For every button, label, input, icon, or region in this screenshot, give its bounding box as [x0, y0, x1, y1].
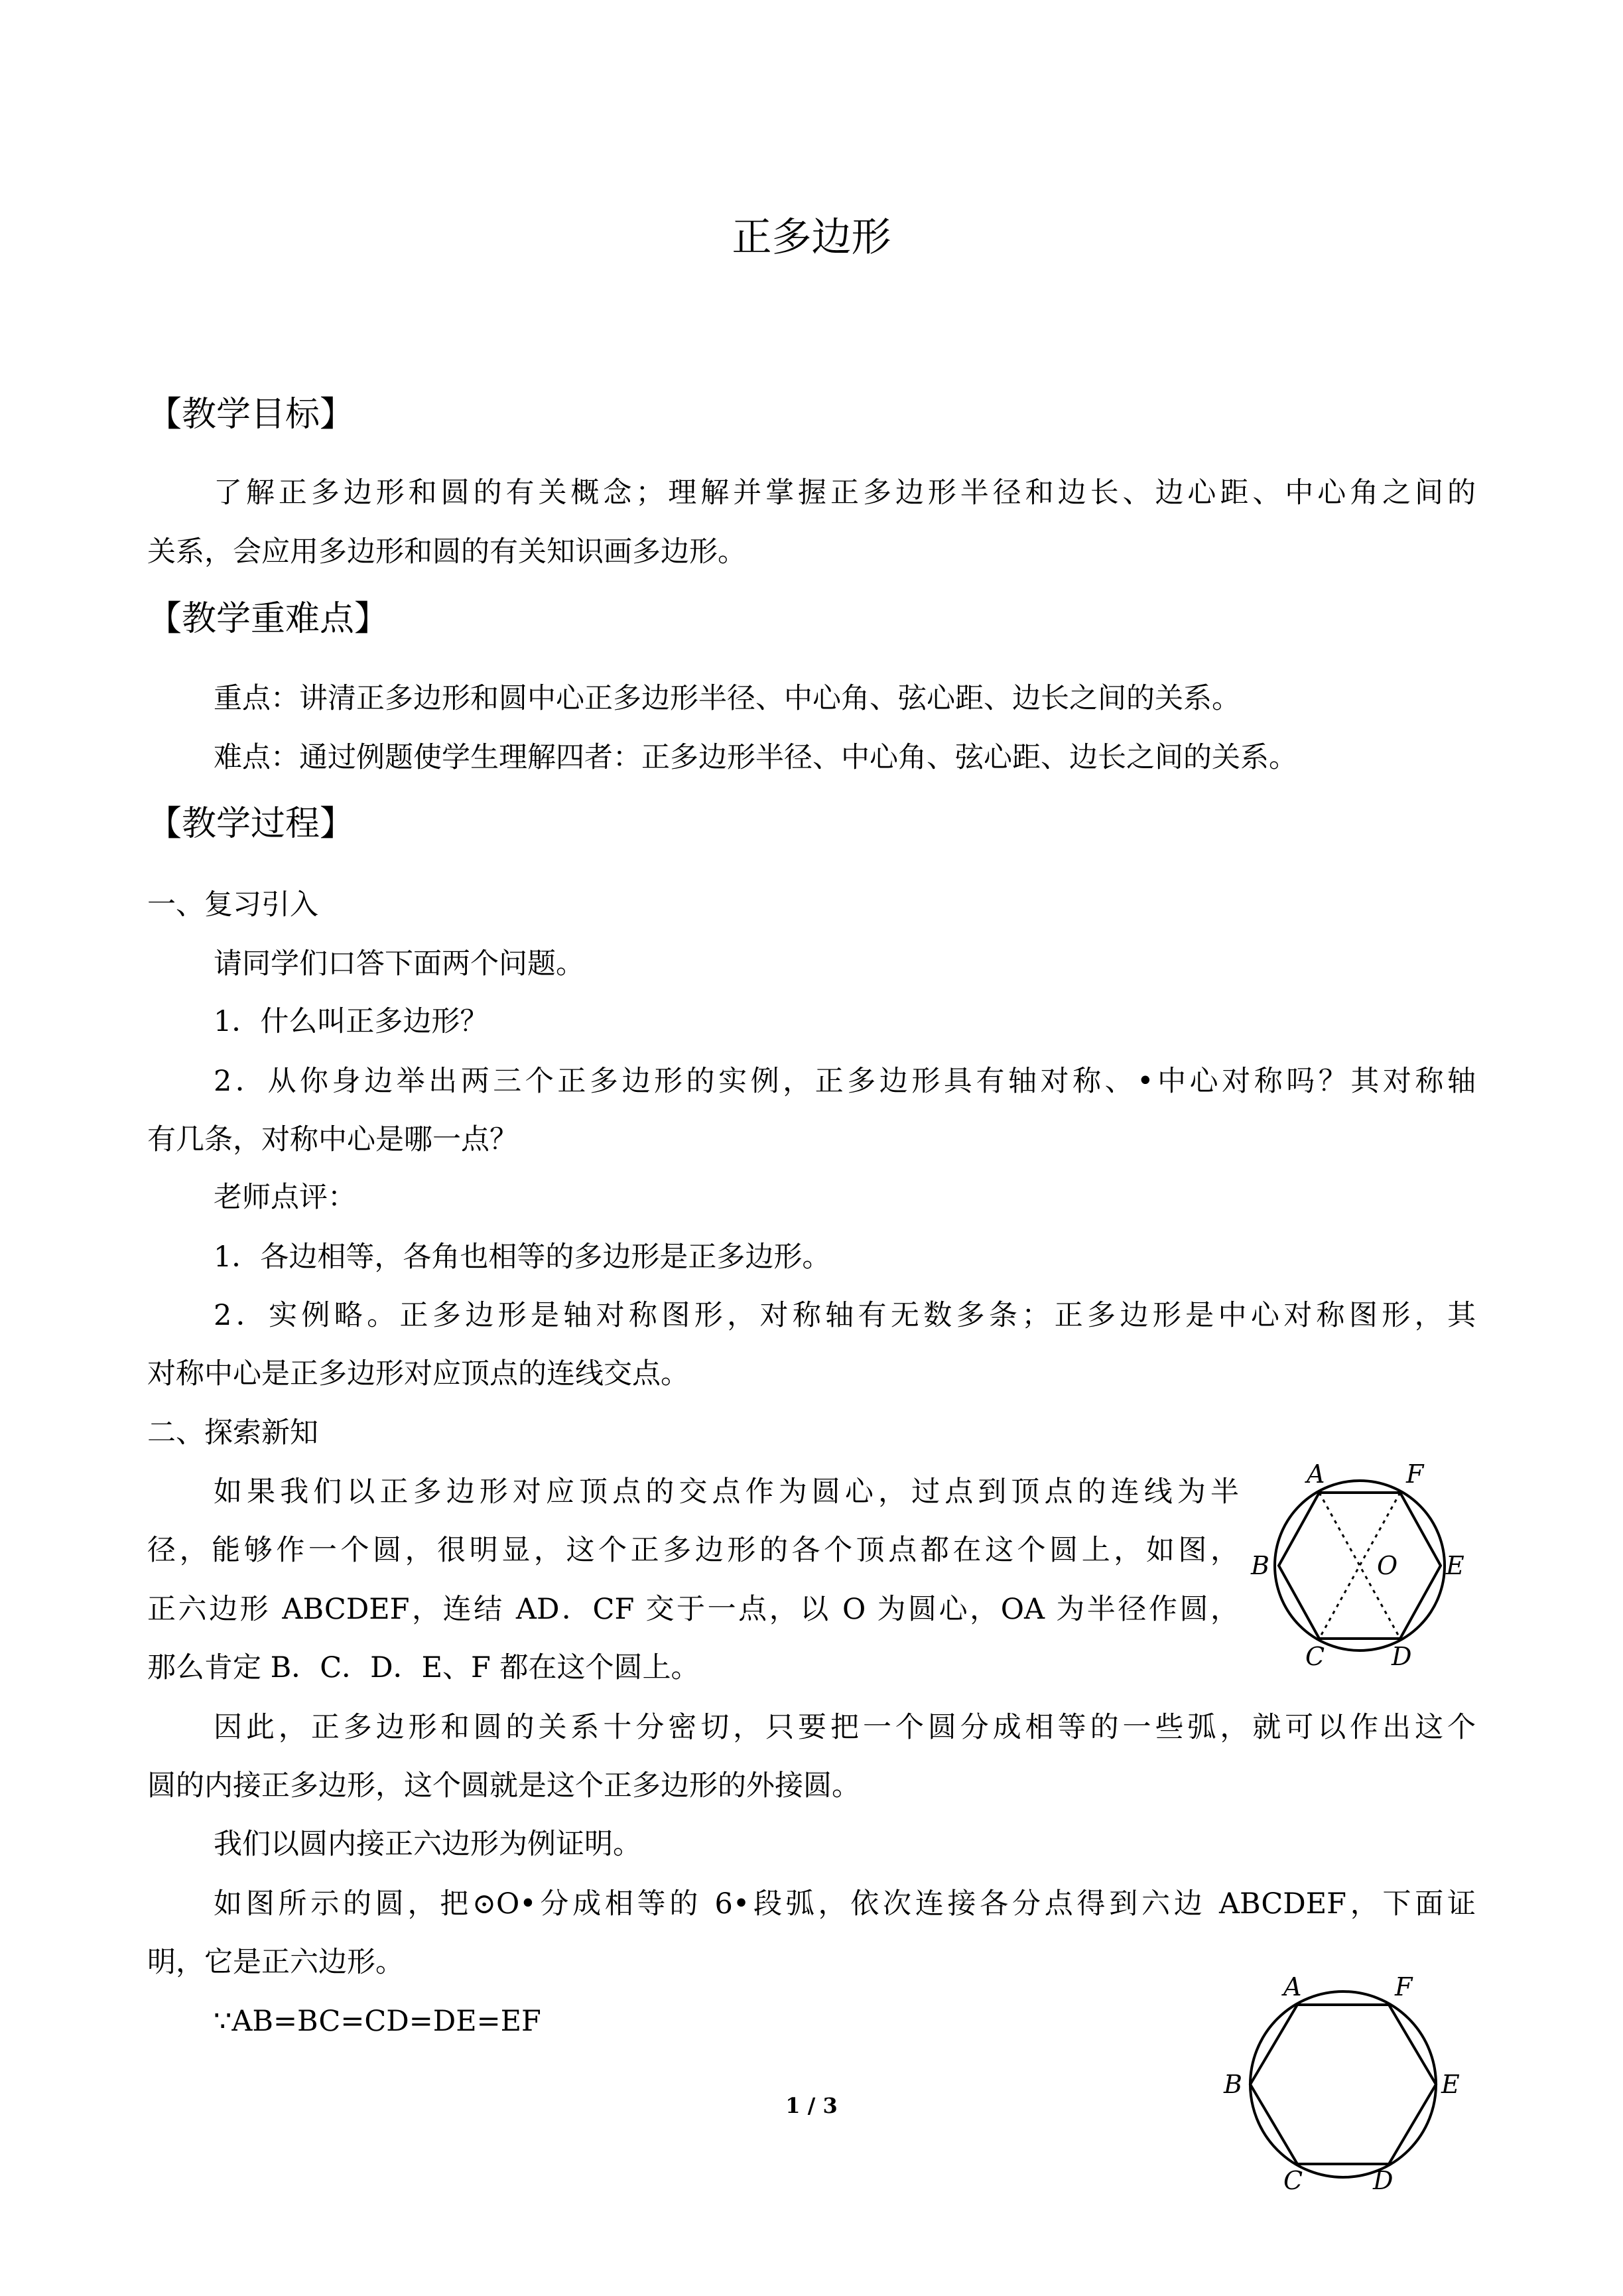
answer-1: 1．各边相等，各角也相等的多边形是正多边形。: [214, 1241, 831, 1274]
center-label-o: O: [1377, 1551, 1398, 1580]
part2-p2-line-2: 圆的内接正多边形，这个圆就是这个正多边形的外接圆。: [147, 1769, 860, 1802]
goals-line-2: 关系，会应用多边形和圆的有关知识画多边形。: [147, 535, 746, 569]
vertex-label-b: B: [1251, 1551, 1269, 1580]
hexagon-abcdef: [1279, 1493, 1441, 1639]
vertex-label-a: A: [1283, 1972, 1302, 2001]
teacher-comment-label: 老师点评：: [214, 1181, 356, 1214]
part2-p1-line-1: 如果我们以正多边形对应顶点的交点作为圆心，过点到顶点的连线为半: [214, 1475, 1239, 1509]
part2-p3: 我们以圆内接正六边形为例证明。: [214, 1828, 641, 1861]
vertex-label-d: D: [1392, 1642, 1412, 1671]
hexagon-abcdef: [1250, 2005, 1436, 2164]
vertex-label-f: F: [1406, 1459, 1424, 1489]
part2-p1-line-4: 那么肯定 B．C．D．E、F 都在这个圆上。: [147, 1651, 700, 1684]
key-point-difficulty: 难点：通过例题使学生理解四者：正多边形半径、中心角、弦心距、边长之间的关系。: [214, 741, 1297, 774]
vertex-label-c: C: [1283, 2166, 1303, 2195]
circumscribed-circle: [1250, 1992, 1436, 2177]
part2-p4-line-2: 明，它是正六边形。: [147, 1946, 404, 1979]
part2-p1-line-2: 径，能够作一个圆，很明显，这个正多边形的各个顶点都在这个圆上，如图，: [147, 1534, 1239, 1567]
vertex-label-b: B: [1224, 2070, 1242, 2099]
goals-line-1: 了解正多边形和圆的有关概念；理解并掌握正多边形半径和边长、边心距、中心角之间的: [214, 476, 1476, 509]
vertex-label-c: C: [1305, 1642, 1325, 1671]
section-heading-goals: 【教学目标】: [147, 395, 355, 435]
section-heading-process: 【教学过程】: [147, 804, 355, 844]
key-point-focus: 重点：讲清正多边形和圆中心正多边形半径、中心角、弦心距、边长之间的关系。: [214, 682, 1240, 715]
figure-hexagon-with-diagonals: [1247, 1446, 1472, 1672]
part2-p5: ∵AB=BC=CD=DE=EF: [214, 2005, 541, 2038]
part2-p2-line-1: 因此，正多边形和圆的关系十分密切，只要把一个圆分成相等的一些弧，就可以作出这个: [214, 1711, 1476, 1744]
question-1: 1．什么叫正多边形？: [214, 1005, 489, 1038]
question-2-line-1: 2．从你身边举出两三个正多边形的实例，正多边形具有轴对称、•中心对称吗？其对称轴: [214, 1065, 1476, 1098]
vertex-label-e: E: [1441, 2070, 1460, 2099]
part2-p4-line-1: 如图所示的圆，把⊙O•分成相等的 6•段弧，依次连接各分点得到六边 ABCDEF，下面证: [214, 1887, 1476, 1921]
page-number: 1 / 3: [785, 2093, 838, 2118]
page-title: 正多边形: [732, 214, 891, 261]
vertex-label-a: A: [1307, 1459, 1325, 1489]
vertex-label-f: F: [1395, 1972, 1413, 2001]
part2-p1-line-3: 正六边形 ABCDEF，连结 AD．CF 交于一点，以 O 为圆心，OA 为半径作圆，: [147, 1593, 1239, 1626]
part2-heading: 二、探索新知: [147, 1416, 318, 1450]
part1-intro: 请同学们口答下面两个问题。: [214, 947, 584, 980]
circumscribed-circle: [1275, 1481, 1445, 1651]
answer-2-line-1: 2．实例略。正多边形是轴对称图形，对称轴有无数多条；正多边形是中心对称图形，其: [214, 1299, 1476, 1332]
figure-inscribed-hexagon: [1224, 1957, 1462, 2196]
answer-2-line-2: 对称中心是正多边形对应顶点的连线交点。: [147, 1357, 689, 1390]
section-heading-key-points: 【教学重难点】: [147, 599, 389, 639]
vertex-label-d: D: [1373, 2166, 1394, 2195]
part1-heading: 一、复习引入: [147, 888, 318, 921]
vertex-label-e: E: [1446, 1551, 1464, 1580]
question-2-line-2: 有几条，对称中心是哪一点？: [147, 1123, 518, 1156]
